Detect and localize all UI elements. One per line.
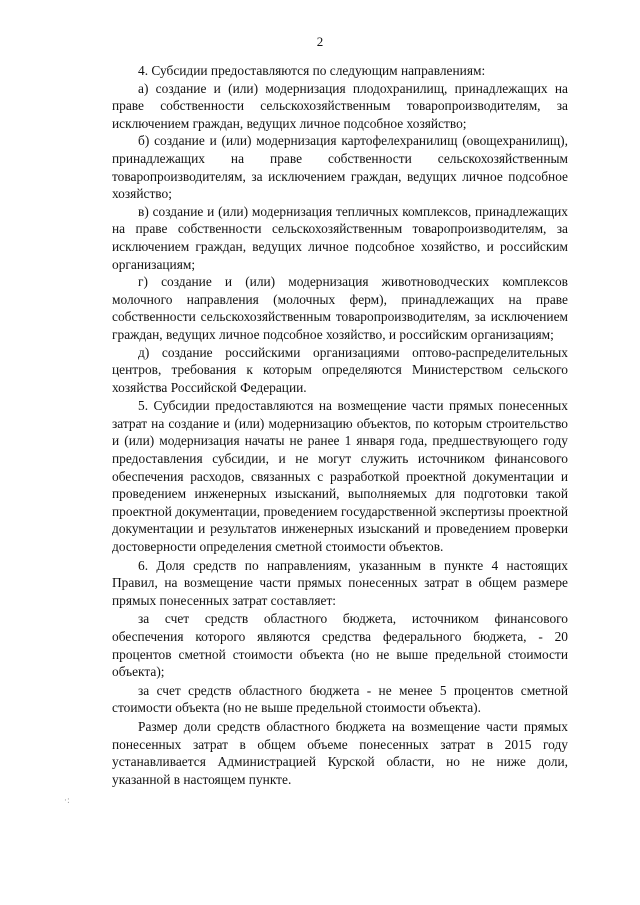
paragraph-4b: б) создание и (или) модернизация картофелехранилищ (овощехранилищ), принадлежащих на праве собственности сельскохозяйственным товаропроизводителям, за исключением граждан, ведущих личное подсобное хозяйство; (112, 133, 568, 202)
paragraph-6-federal-share: за счет средств областного бюджета, источником финансового обеспечения которого являются средства федерального бюджета, - 20 процентов сметной стоимости объекта (но не выше предельной стоимости объекта); (112, 611, 568, 680)
document-body (112, 62, 568, 788)
paragraph-6: 6. Доля средств по направлениям, указанным в пункте 4 настоящих Правил, на возмещение части прямых понесенных затрат в общем размере прямых понесенных затрат составляет: (112, 557, 568, 608)
paragraph-5: 5. Субсидии предоставляются на возмещение части прямых понесенных затрат на создание и (или) модернизацию объектов, по которым строительство и (или) модернизация начаты не ранее 1 января года, предшествующего году предоставления субсидии, и не могут служить источником финансового обеспечения расходов, связанных с разработкой проектной документации и проведением инженерных изысканий, выполняемых для подготовки такой проектной документации, проведением государственной экспертизы проектной документации и результатов инженерных изысканий и проведением проверки достоверности определения сметной стоимости объектов. (112, 398, 568, 555)
paragraph-4v: в) создание и (или) модернизация тепличных комплексов, принадлежащих на праве собственности сельскохозяйственным товаропроизводителям, за исключением граждан, ведущих личное подсобное хозяйство, и российским организациям; (112, 203, 568, 272)
paragraph-4a: а) создание и (или) модернизация плодохранилищ, принадлежащих на праве собственности сельскохозяйственным товаропроизводителям, за исключением граждан, ведущих личное подсобное хозяйство; (112, 80, 568, 131)
paragraph-4d: д) создание российскими организациями оптово-распределительных центров, требования к которым определяются Министерством сельского хозяйства Российской Федерации. (112, 344, 568, 395)
paragraph-6-share-size: Размер доли средств областного бюджета на возмещение части прямых понесенных затрат в общем объеме понесенных затрат в 2015 году устанавливается Администрацией Курской области, но не ниже доли, указанной в настоящем пункте. (112, 718, 568, 787)
scan-artifact: ·: (64, 796, 70, 806)
paragraph-4-heading: 4. Субсидии предоставляются по следующим направлениям: (138, 63, 486, 78)
paragraph-4g: г) создание и (или) модернизация животноводческих комплексов молочного направления (молочных ферм), принадлежащих на праве собственности сельскохозяйственным товаропроизводителям, за исключением граждан, ведущих личное подсобное хозяйство, и российским организациям; (112, 274, 568, 342)
page-number: 2 (316, 34, 324, 49)
paragraph-6-regional-share: за счет средств областного бюджета - не менее 5 процентов сметной стоимости объекта (но не выше предельной стоимости объекта). (112, 682, 568, 716)
